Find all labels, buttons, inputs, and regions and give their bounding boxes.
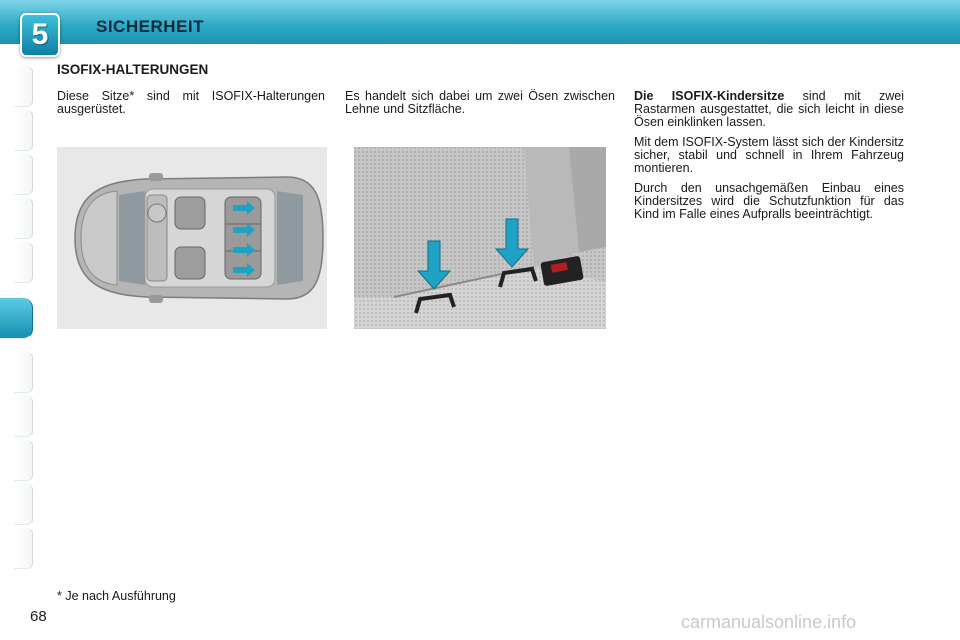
chapter-tab-4[interactable] (14, 198, 33, 239)
footnote: * Je nach Ausführung (57, 589, 176, 603)
page-number: 68 (30, 608, 47, 625)
chapter-tab-active[interactable] (0, 298, 33, 339)
chapter-badge: 5 (20, 13, 60, 57)
seat-isofix-figure (354, 147, 606, 329)
paragraph-text: sind mit zwei Rastarmen ausgestattet, die sich leicht in diese Ösen einklinken lassen. (634, 89, 904, 129)
text-column-3 (634, 90, 904, 228)
chapter-tab-1[interactable] (14, 66, 33, 107)
text-column-1 (57, 90, 325, 123)
section-title: ISOFIX-HALTERUNGEN (57, 62, 209, 77)
chapter-tab-3[interactable] (14, 154, 33, 195)
paragraph: Mit dem ISOFIX-System lässt sich der Kindersitz sicher, stabil und schnell in Ihrem Fahrzeug montieren. (634, 135, 904, 175)
chapter-tabs (0, 66, 34, 576)
paragraph (634, 90, 904, 129)
paragraph: Es handelt sich dabei um zwei Ösen zwischen Lehne und Sitzfläche. (345, 89, 615, 116)
watermark: carmanualsonline.info (681, 612, 857, 632)
header-divider (0, 44, 960, 50)
text-column-2 (345, 90, 615, 123)
chapter-tab-8[interactable] (14, 396, 33, 437)
chapter-tab-7[interactable] (14, 352, 33, 393)
bold-term: Die ISOFIX-Kindersitze (634, 89, 785, 103)
chapter-tab-11[interactable] (14, 528, 33, 569)
car-top-view-figure (57, 147, 327, 329)
chapter-tab-2[interactable] (14, 110, 33, 151)
paragraph: Diese Sitze* sind mit ISOFIX-Halterungen ausgerüstet. (57, 89, 325, 116)
chapter-tab-5[interactable] (14, 242, 33, 283)
paragraph: Durch den unsachgemäßen Einbau eines Kindersitzes wird die Schutzfunktion für das Kind im Falle eines Aufpralls beeinträchtigt. (634, 181, 904, 221)
chapter-title: SICHERHEIT (96, 17, 204, 36)
chapter-tab-9[interactable] (14, 440, 33, 481)
seat-isofix-illustration (354, 147, 606, 329)
car-top-view-illustration (57, 147, 327, 329)
chapter-tab-10[interactable] (14, 484, 33, 525)
